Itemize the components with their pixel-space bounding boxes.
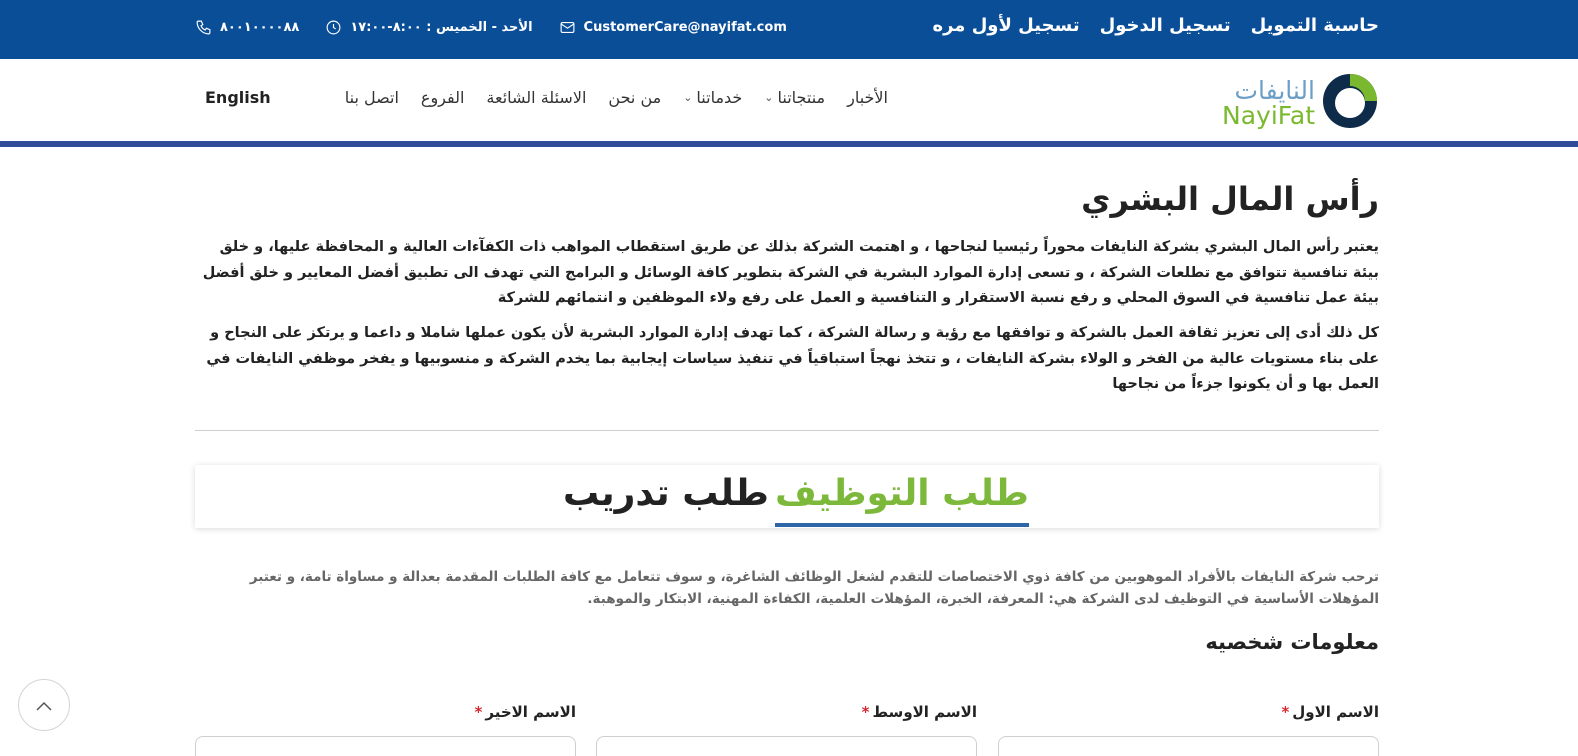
label-text: الاسم الاوسط bbox=[872, 703, 977, 721]
logo-mark-icon bbox=[1321, 72, 1379, 134]
nav-label: الأخبار bbox=[847, 88, 888, 107]
finance-calculator-link[interactable]: حاسبة التمويل bbox=[1250, 15, 1379, 36]
nav-contact[interactable] bbox=[345, 88, 399, 107]
intro-paragraph-2: كل ذلك أدى إلى تعزيز ثقافة العمل بالشركة و توافقها مع رؤية و رسالة الشركة ، كما تهدف إدارة الموارد البشرية لأن يكون عملها شاملا و داعما و يرتكز على النجاح و على بناء مستويات عالية من الفخر و الولاء بشركة النايفات ، و تتخذ نهجاً استباقياً في تنفيذ سياسات إيجابية بما يخدم الشركة و منسوبيها و يفخر موظفي النايفات في العمل بها و أن يكونوا جزءاً من نجاحها bbox=[206, 325, 1379, 392]
nav-label: الفروع bbox=[420, 88, 465, 107]
nav-label: خدماتنا bbox=[696, 88, 743, 107]
required-marker: * bbox=[474, 703, 483, 721]
main-nav bbox=[345, 88, 888, 107]
register-link[interactable]: تسجيل لأول مره bbox=[932, 15, 1080, 36]
application-tabs bbox=[195, 465, 1379, 528]
first-name-label bbox=[1281, 703, 1379, 721]
login-link[interactable]: تسجيل الدخول bbox=[1099, 15, 1231, 36]
top-bar bbox=[0, 0, 1578, 59]
language-toggle[interactable]: English bbox=[205, 88, 271, 107]
contact-info bbox=[195, 19, 803, 36]
chevron-down-icon: ⌄ bbox=[683, 91, 693, 104]
chevron-down-icon: ⌄ bbox=[764, 91, 774, 104]
page-title: رأس المال البشري bbox=[1081, 180, 1379, 218]
nav-branches[interactable] bbox=[421, 88, 465, 107]
label-text: الاسم الاول bbox=[1292, 703, 1379, 721]
header-divider bbox=[0, 141, 1578, 147]
logo-text-english: NayiFat bbox=[1222, 101, 1315, 130]
nav-label: منتجاتنا bbox=[777, 88, 826, 107]
nav-products[interactable] bbox=[764, 88, 825, 107]
phone-contact[interactable] bbox=[195, 19, 299, 36]
employment-intro: ترحب شركة النايفات بالأفراد الموهوبين من كافة ذوي الاختصاصات للتقدم لشغل الوظائف الشاغرة، و سوف تتعامل مع كافة الطلبات المقدمة بعدالة و مساواة تامة، و تعتبر المؤهلات الأساسية في التوظيف لدى الشركة هي: المعرفة، الخبرة، المؤهلات العلمية، الكفاءة المهنية، الابتكار والموهبة. bbox=[249, 569, 1379, 607]
required-marker: * bbox=[861, 703, 870, 721]
tab-training[interactable]: طلب تدريب bbox=[563, 473, 769, 514]
phone-number: ٨٠٠١٠٠٠٠٨٨ bbox=[220, 20, 300, 35]
intro-paragraph-1: يعتبر رأس المال البشري بشركة النايفات محوراً رئيسيا لنجاحها ، و اهتمت الشركة بذلك عن طريق استقطاب المواهب ذات الكفآءات العالية و المحافظة عليها، و خلق بيئة تنافسية تتوافق مع تطلعات الشركة ، و تسعى إدارة الموارد البشرية في الشركة بتطوير كافة الوسائل و البرامج التي تهدف الى تطبيق أفضل المعايير و خلق أفضل بيئة عمل تنافسية في السوق المحلي و رفع نسبة الاستقرار و التنافسية و العمل على رفع ولاء الموظفين و انتمائهم للشركة bbox=[202, 239, 1379, 306]
nav-label: اتصل بنا bbox=[344, 88, 399, 107]
tab-employment[interactable]: طلب التوظيف bbox=[775, 468, 1029, 527]
nav-about[interactable] bbox=[608, 88, 661, 107]
nav-label: من نحن bbox=[608, 88, 662, 107]
nav-faq[interactable] bbox=[486, 88, 586, 107]
nav-services[interactable] bbox=[683, 88, 742, 107]
phone-icon bbox=[195, 19, 212, 36]
last-name-input[interactable] bbox=[195, 736, 576, 756]
required-marker: * bbox=[1281, 703, 1290, 721]
hours-info bbox=[325, 19, 532, 36]
personal-info-title: معلومات شخصيه bbox=[1205, 630, 1379, 654]
first-name-input[interactable] bbox=[998, 736, 1379, 756]
middle-name-label bbox=[862, 703, 977, 721]
email-address: CustomerCare@nayifat.com bbox=[583, 20, 787, 35]
scroll-to-top-button[interactable] bbox=[18, 679, 70, 731]
nav-label: الاسئلة الشائعة bbox=[486, 88, 587, 107]
logo-text-arabic: النايفات bbox=[1234, 76, 1315, 105]
label-text: الاسم الاخير bbox=[485, 703, 576, 721]
section-divider bbox=[195, 430, 1379, 431]
nav-news[interactable] bbox=[847, 88, 888, 107]
email-contact[interactable] bbox=[559, 19, 787, 36]
mail-icon bbox=[559, 19, 576, 36]
chevron-up-icon bbox=[36, 696, 52, 715]
last-name-label bbox=[475, 703, 576, 721]
middle-name-input[interactable] bbox=[596, 736, 977, 756]
top-links bbox=[932, 15, 1379, 36]
working-hours: الأحد - الخميس : ٨:٠٠-١٧:٠٠ bbox=[350, 20, 533, 35]
clock-icon bbox=[325, 19, 342, 36]
logo[interactable] bbox=[1222, 72, 1379, 134]
